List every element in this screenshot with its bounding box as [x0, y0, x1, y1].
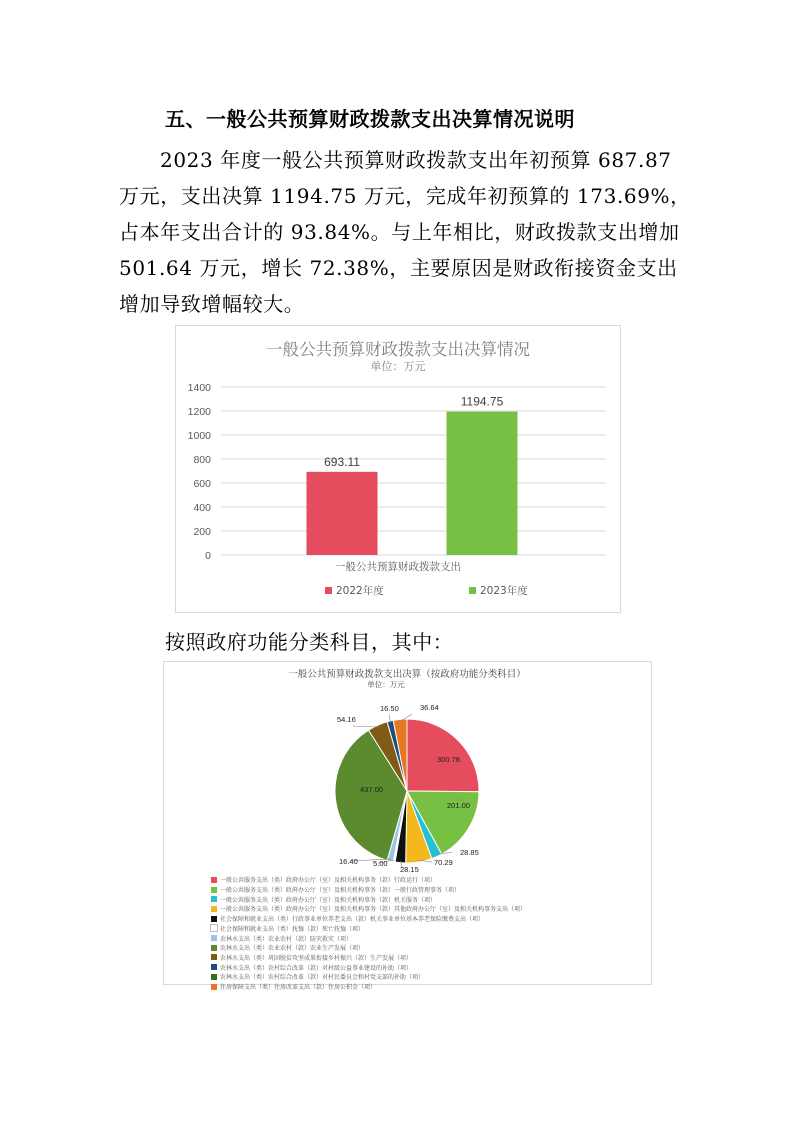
- legend-label: 一般公共服务支出（类）政府办公厅（室）及相关机构事务（款）一般行政管理事务（项）: [220, 887, 461, 895]
- x-category-label: 一般公共预算财政拨款支出: [335, 561, 461, 573]
- legend-label: 一般公共服务支出（类）政府办公厅（室）及相关机构事务（款）行政运行（项）: [220, 877, 437, 885]
- legend-swatch: [211, 935, 217, 941]
- bar-chart-frame: [175, 325, 621, 613]
- pie-legend-entry: [211, 953, 491, 963]
- pie-legend-entry: [211, 943, 491, 953]
- paragraph-line: 增加导致增幅较大。: [119, 292, 305, 316]
- slice-value-label: 437.00: [360, 785, 383, 794]
- legend-swatch: [211, 925, 217, 931]
- y-tick-label: 1400: [187, 382, 211, 394]
- pie-legend-entry: [211, 894, 491, 904]
- pie-legend-entry: [211, 904, 527, 914]
- legend-label-2022: 2022年度: [336, 585, 384, 597]
- legend-swatch: [211, 896, 217, 902]
- slice-value-label: 300.78: [437, 755, 460, 764]
- legend-swatch: [211, 964, 217, 970]
- bar-0: [307, 472, 378, 555]
- legend-swatch: [211, 906, 217, 912]
- legend-swatch: [211, 945, 217, 951]
- y-tick-labels: [188, 382, 212, 562]
- section-heading: 五、一般公共预算财政拨款支出决算情况说明: [165, 107, 575, 131]
- y-tick-label: 1000: [187, 430, 211, 442]
- pie-chart-frame: [163, 661, 652, 992]
- slice-value-label: 5.00: [373, 859, 388, 868]
- slice-value-label: 28.15: [400, 865, 419, 874]
- body-paragraph: [119, 142, 691, 322]
- legend-label: 住房保障支出（类）住房改革支出（款）住房公积金（项）: [220, 984, 377, 992]
- legend-swatch: [211, 954, 217, 960]
- bar-value-label: 1194.75: [460, 394, 504, 409]
- legend-swatch-2023: [469, 587, 476, 594]
- slice-value-label: 36.64: [420, 703, 439, 712]
- classification-subheading: 按照政府功能分类科目，其中：: [165, 630, 454, 654]
- bar-chart: [176, 326, 620, 612]
- paragraph-line: 占本年支出合计的 93.84%。与上年相比，财政拨款支出增加: [119, 220, 680, 244]
- legend-swatch: [211, 887, 217, 893]
- legend-label: 社会保障和就业支出（类）行政事业单位养老支出（款）机关事业单位基本养老保险缴费支出（项）: [220, 916, 485, 924]
- legend-label: 社会保障和就业支出（类）抚恤（款）死亡抚恤（项）: [220, 925, 365, 933]
- paragraph-line: 501.64 万元，增长 72.38%，主要原因是财政衔接资金支出: [119, 256, 678, 280]
- pie-legend-entry: [211, 972, 491, 982]
- bar-chart-unit: 单位：万元: [370, 360, 426, 373]
- pie-legend-entry: [211, 933, 491, 943]
- legend-label: 农林水支出（类）农业农村（款）防灾救灾（项）: [220, 935, 353, 943]
- pie-legend-entry: [211, 982, 491, 992]
- paragraph-line: 2023 年度一般公共预算财政拨款支出年初预算 687.87: [160, 148, 672, 172]
- slice-value-label: 28.85: [460, 848, 479, 857]
- legend-label: 农林水支出（类）农村综合改革（款）对村民委员会和村党支部的补助（项）: [220, 974, 425, 982]
- slice-value-label: 16.40: [339, 857, 358, 866]
- slice-value-label: 16.50: [380, 704, 399, 713]
- y-tick-label: 0: [205, 550, 211, 562]
- pie-legend-entry: [211, 875, 491, 885]
- bar-legend: [325, 584, 528, 597]
- pie-legend-entry: [211, 962, 491, 972]
- pie-legend-entry: [211, 885, 491, 895]
- legend-swatch: [211, 984, 217, 990]
- y-tick-label: 200: [193, 526, 211, 538]
- pie-legend-entry: [211, 924, 491, 934]
- slice-value-label: 201.00: [447, 801, 470, 810]
- legend-swatch: [211, 916, 217, 922]
- legend-label: 农林水支出（类）农村综合改革（款）对村级公益事业建设的补助（项）: [220, 964, 413, 972]
- legend-label-2023: 2023年度: [480, 585, 528, 597]
- pie-legend-entry: [211, 914, 491, 924]
- gridlines: [221, 387, 606, 555]
- y-tick-label: 600: [193, 478, 211, 490]
- legend-label: 农林水支出（类）巩固脱贫攻坚成果衔接乡村振兴（款）生产发展（项）: [220, 954, 413, 962]
- y-tick-label: 400: [193, 502, 211, 514]
- pie-chart-title: 一般公共预算财政拨款支出决算（按政府功能分类科目）: [288, 669, 526, 680]
- slice-value-label: 54.16: [337, 715, 356, 724]
- y-tick-label: 1200: [187, 406, 211, 418]
- slice-value-label: 70.29: [434, 858, 453, 867]
- bar-value-label: 693.11: [324, 454, 360, 469]
- paragraph-line: 万元，支出决算 1194.75 万元，完成年初预算的 173.69%，: [119, 184, 691, 208]
- legend-swatch: [211, 877, 217, 883]
- legend-swatch-2022: [325, 587, 332, 594]
- legend-label: 一般公共服务支出（类）政府办公厅（室）及相关机构事务（款）其他政府办公厅（室）及相关机构事务支出（项）: [220, 906, 527, 914]
- y-tick-label: 800: [193, 454, 211, 466]
- pie-slices: [335, 719, 479, 863]
- bar-chart-title: 一般公共预算财政拨款支出决算情况: [266, 340, 530, 359]
- bar-1: [447, 412, 518, 555]
- legend-label: 一般公共服务支出（类）政府办公厅（室）及相关机构事务（款）机关服务（项）: [220, 896, 437, 904]
- legend-label: 农林水支出（类）农业农村（款）农业生产发展（项）: [220, 945, 365, 953]
- legend-swatch: [211, 974, 217, 980]
- pie-chart-unit: 单位：万元: [367, 680, 405, 689]
